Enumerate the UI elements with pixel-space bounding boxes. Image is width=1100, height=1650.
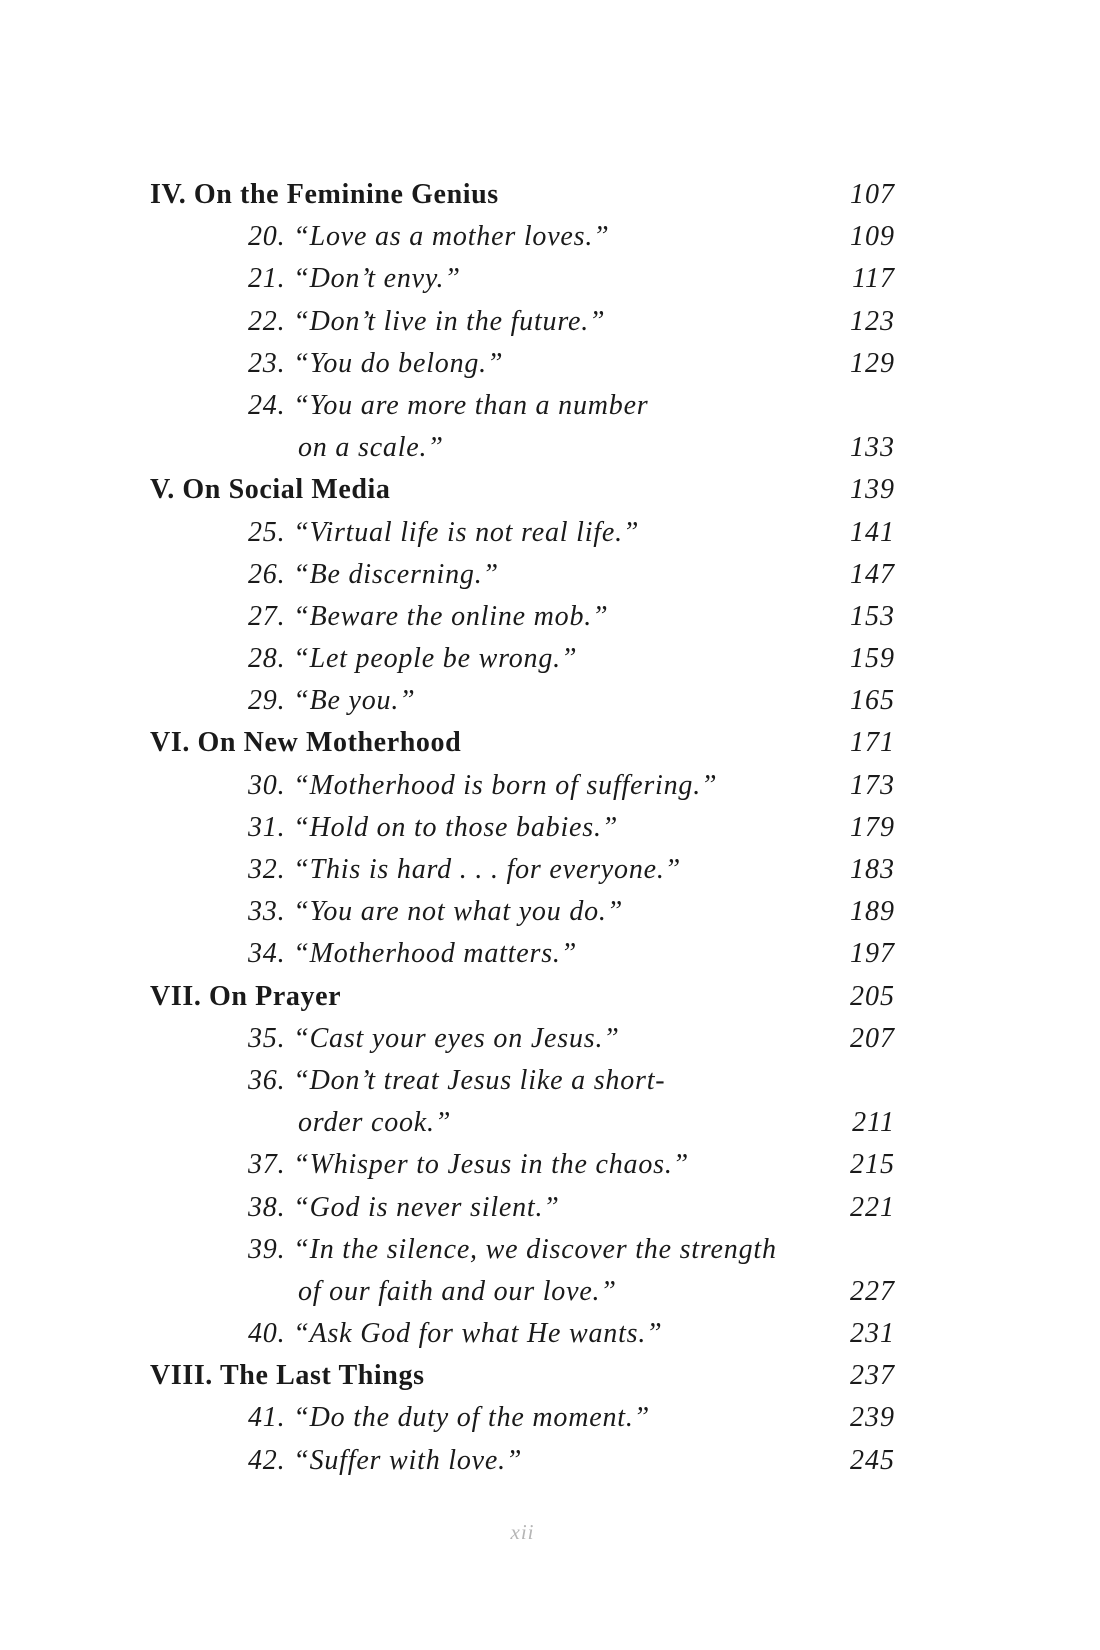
toc-chapter[interactable] bbox=[150, 638, 895, 680]
toc-page-number: 237 bbox=[850, 1360, 895, 1392]
toc-title: 41. “Do the duty of the moment.” bbox=[248, 1402, 651, 1434]
toc-title: VI. On New Motherhood bbox=[150, 727, 462, 759]
toc-page-number: 179 bbox=[850, 811, 895, 843]
page-folio: xii bbox=[510, 1520, 535, 1544]
toc-page-number: 123 bbox=[850, 305, 895, 337]
toc-page-number: 197 bbox=[850, 938, 895, 970]
toc-title: IV. On the Feminine Genius bbox=[150, 179, 499, 210]
toc-title: V. On Social Media bbox=[150, 474, 391, 506]
toc-page-number: 205 bbox=[850, 980, 895, 1012]
toc-chapter[interactable] bbox=[150, 554, 895, 596]
toc-chapter[interactable] bbox=[150, 849, 895, 891]
toc-chapter[interactable] bbox=[150, 807, 895, 849]
toc-title: order cook.” bbox=[298, 1107, 452, 1139]
toc-chapter[interactable] bbox=[150, 1440, 895, 1482]
toc-chapter[interactable] bbox=[150, 301, 895, 343]
toc-title: of our faith and our love.” bbox=[298, 1275, 617, 1307]
toc-title: 26. “Be discerning.” bbox=[248, 558, 499, 590]
toc-page-number: 245 bbox=[850, 1444, 895, 1476]
toc-page-number: 239 bbox=[850, 1402, 895, 1434]
toc-chapter[interactable] bbox=[150, 1060, 895, 1102]
toc-title: 21. “Don’t envy.” bbox=[248, 263, 461, 295]
toc-page-number: 153 bbox=[850, 600, 895, 632]
toc-title: 37. “Whisper to Jesus in the chaos.” bbox=[248, 1149, 690, 1181]
toc-title: 39. “In the silence, we discover the strength bbox=[248, 1233, 777, 1265]
toc-page-number: 129 bbox=[850, 347, 895, 379]
toc-title: 22. “Don’t live in the future.” bbox=[248, 305, 606, 337]
toc-chapter[interactable] bbox=[150, 1229, 895, 1271]
toc-page-number: 139 bbox=[850, 474, 895, 506]
toc-title: 36. “Don’t treat Jesus like a short- bbox=[248, 1064, 666, 1096]
toc-title: 34. “Motherhood matters.” bbox=[248, 938, 578, 970]
toc-chapter[interactable] bbox=[150, 680, 895, 722]
toc-title: 30. “Motherhood is born of suffering.” bbox=[248, 769, 718, 801]
toc-chapter[interactable] bbox=[150, 1144, 895, 1186]
toc-chapter[interactable] bbox=[150, 385, 895, 427]
toc-page-number: 215 bbox=[850, 1149, 895, 1181]
toc-page-number: 211 bbox=[852, 1107, 895, 1139]
toc-title: VII. On Prayer bbox=[150, 980, 342, 1012]
toc-page-number: 117 bbox=[852, 263, 895, 295]
toc-page-number: 189 bbox=[850, 896, 895, 928]
toc-page-number: 221 bbox=[850, 1191, 895, 1223]
toc-section[interactable] bbox=[150, 976, 895, 1018]
toc-section[interactable] bbox=[150, 174, 895, 216]
toc-title: 32. “This is hard . . . for everyone.” bbox=[248, 854, 682, 885]
toc-title: 20. “Love as a mother loves.” bbox=[248, 221, 610, 253]
toc-title: 23. “You do belong.” bbox=[248, 347, 504, 379]
toc-chapter[interactable] bbox=[150, 765, 895, 807]
toc-page-number: 109 bbox=[850, 221, 895, 253]
toc-chapter[interactable] bbox=[150, 891, 895, 933]
toc-title: 38. “God is never silent.” bbox=[248, 1191, 560, 1223]
toc-page-number: 107 bbox=[850, 179, 895, 210]
table-of-contents bbox=[150, 174, 895, 1482]
toc-chapter[interactable] bbox=[150, 1313, 895, 1355]
toc-title: 24. “You are more than a number bbox=[248, 389, 649, 421]
toc-title: 40. “Ask God for what He wants.” bbox=[248, 1318, 663, 1350]
toc-page-number: 141 bbox=[850, 516, 895, 548]
toc-page-number: 165 bbox=[850, 685, 895, 717]
toc-page-number: 147 bbox=[850, 558, 895, 590]
toc-title: 27. “Beware the online mob.” bbox=[248, 600, 609, 632]
toc-section[interactable] bbox=[150, 722, 895, 764]
toc-page-number: 227 bbox=[850, 1275, 895, 1307]
toc-title: 42. “Suffer with love.” bbox=[248, 1444, 523, 1476]
toc-chapter[interactable] bbox=[150, 258, 895, 300]
toc-chapter-continuation[interactable] bbox=[150, 1271, 895, 1313]
toc-chapter[interactable] bbox=[150, 1397, 895, 1439]
toc-page-number: 207 bbox=[850, 1022, 895, 1054]
toc-section[interactable] bbox=[150, 1355, 895, 1397]
toc-chapter[interactable] bbox=[150, 1187, 895, 1229]
toc-page-number: 133 bbox=[850, 432, 895, 464]
toc-chapter[interactable] bbox=[150, 933, 895, 975]
toc-title: on a scale.” bbox=[298, 432, 444, 464]
toc-title: 33. “You are not what you do.” bbox=[248, 896, 624, 928]
toc-title: VIII. The Last Things bbox=[150, 1360, 425, 1392]
toc-page-number: 171 bbox=[850, 727, 895, 759]
toc-chapter[interactable] bbox=[150, 216, 895, 258]
toc-title: 31. “Hold on to those babies.” bbox=[248, 811, 619, 843]
toc-page-number: 159 bbox=[850, 643, 895, 675]
toc-chapter[interactable] bbox=[150, 596, 895, 638]
toc-page-number: 231 bbox=[850, 1318, 895, 1350]
toc-chapter[interactable] bbox=[150, 1018, 895, 1060]
toc-section[interactable] bbox=[150, 469, 895, 511]
toc-chapter-continuation[interactable] bbox=[150, 427, 895, 469]
toc-title: 25. “Virtual life is not real life.” bbox=[248, 516, 640, 548]
toc-chapter-continuation[interactable] bbox=[150, 1102, 895, 1144]
toc-chapter[interactable] bbox=[150, 512, 895, 554]
toc-page-number: 183 bbox=[850, 854, 895, 885]
toc-title: 29. “Be you.” bbox=[248, 685, 416, 717]
toc-title: 28. “Let people be wrong.” bbox=[248, 643, 578, 675]
toc-chapter[interactable] bbox=[150, 343, 895, 385]
toc-title: 35. “Cast your eyes on Jesus.” bbox=[248, 1022, 620, 1054]
toc-page-number: 173 bbox=[850, 769, 895, 801]
